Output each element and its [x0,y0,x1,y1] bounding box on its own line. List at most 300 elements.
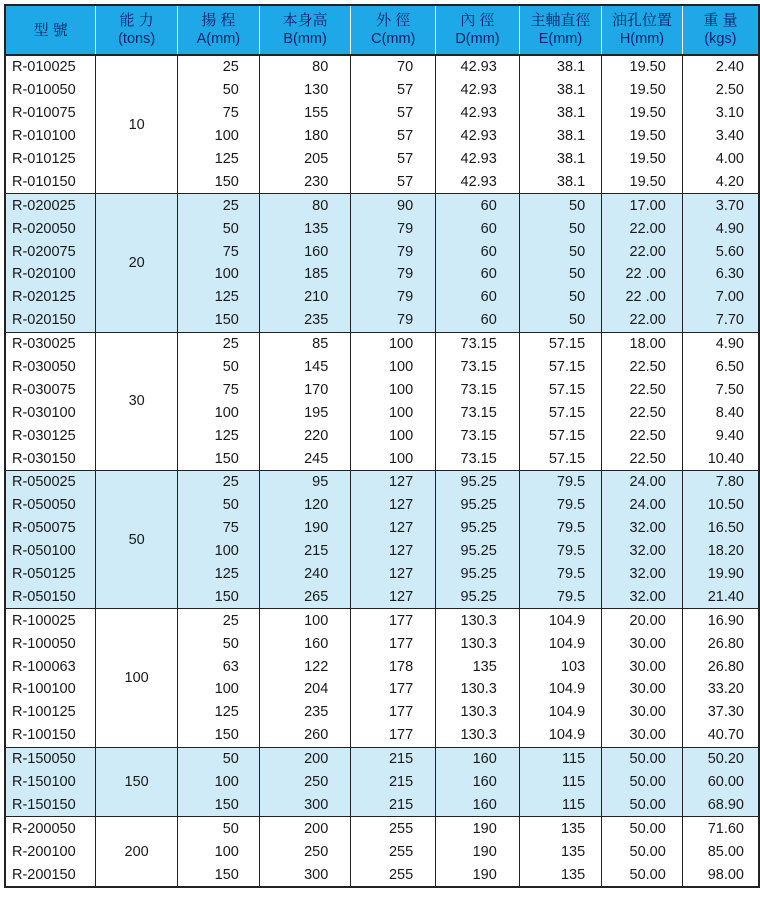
cell-model: R-010025 [5,55,96,79]
cell-shaft-diameter: 135 [519,840,601,863]
cell-stroke: 25 [177,194,259,217]
cell-weight: 71.60 [682,817,759,840]
cell-shaft-diameter: 79.5 [519,517,601,540]
cell-oil-hole-position: 22.50 [602,401,683,424]
cell-weight: 5.60 [682,240,759,263]
cell-outer-diameter: 127 [351,494,436,517]
cell-oil-hole-position: 22.00 [602,240,683,263]
cell-body-height: 245 [259,447,350,470]
cell-inner-diameter: 190 [436,817,520,840]
header-shaft-diameter-label: 主軸直徑 [530,12,591,29]
cell-model: R-100025 [5,609,96,632]
cell-stroke: 50 [177,356,259,379]
table-row [5,471,759,494]
cell-inner-diameter: 60 [436,194,520,217]
cell-capacity: 200 [96,817,178,887]
header-row [5,5,759,55]
cell-oil-hole-position: 19.50 [602,170,683,193]
cell-shaft-diameter: 79.5 [519,471,601,494]
cell-outer-diameter: 177 [351,701,436,724]
cell-inner-diameter: 60 [436,240,520,263]
cell-inner-diameter: 130.3 [436,632,520,655]
cell-model: R-020075 [5,240,96,263]
cell-body-height: 185 [259,263,350,286]
cell-oil-hole-position: 22.00 [602,309,683,332]
cell-outer-diameter: 177 [351,724,436,747]
header-weight-label: 重 量 [703,12,738,29]
cell-shaft-diameter: 79.5 [519,540,601,563]
cell-stroke: 100 [177,678,259,701]
header-body-height-label: 本身高 [282,12,328,29]
cell-oil-hole-position: 32.00 [602,517,683,540]
cell-outer-diameter: 90 [351,194,436,217]
cell-stroke: 150 [177,724,259,747]
cell-inner-diameter: 73.15 [436,447,520,470]
table-row [5,55,759,79]
cell-body-height: 80 [259,55,350,79]
cell-body-height: 122 [259,655,350,678]
cell-weight: 85.00 [707,843,744,860]
cell-body-height: 160 [259,632,350,655]
cell-outer-diameter: 57 [351,102,436,125]
cell-outer-diameter: 70 [351,55,436,79]
cell-outer-diameter: 177 [351,678,436,701]
cell-oil-hole-position: 30.00 [602,701,683,724]
cell-oil-hole-position: 22.50 [602,424,683,447]
cell-shaft-diameter: 115 [519,747,601,770]
cell-body-height: 220 [259,424,350,447]
cell-stroke: 125 [177,424,259,447]
cell-inner-diameter: 95.25 [436,540,520,563]
header-inner-diameter [436,5,520,55]
cell-model: R-020100 [5,263,96,286]
cell-shaft-diameter: 50 [519,309,601,332]
cell-stroke: 100 [177,263,259,286]
cell-outer-diameter: 215 [351,747,436,770]
cell-outer-diameter: 79 [351,286,436,309]
cell-model: R-150100 [5,771,96,794]
cell-weight: 37.30 [707,704,744,721]
cell-model: R-150150 [5,794,96,817]
cell-inner-diameter: 73.15 [436,424,520,447]
cell-shaft-diameter: 79.5 [519,563,601,586]
cell-stroke: 100 [177,125,259,148]
cell-shaft-diameter: 38.1 [519,79,601,102]
cell-model: R-100100 [5,678,96,701]
cell-stroke: 100 [177,840,259,863]
cell-weight: 8.40 [715,404,744,421]
header-model-label: 型 號 [33,21,68,39]
table-header [5,5,759,55]
cell-weight: 6.30 [682,263,759,286]
cell-stroke: 150 [177,863,259,887]
header-weight [682,5,759,55]
cell-body-height: 205 [259,148,350,171]
cell-model: R-020150 [5,309,96,332]
cell-model: R-010150 [5,170,96,193]
cell-inner-diameter: 190 [436,863,520,887]
cell-outer-diameter: 127 [351,585,436,608]
cell-stroke: 100 [177,401,259,424]
cell-outer-diameter: 100 [351,401,436,424]
cell-model: R-200150 [5,863,96,887]
cell-oil-hole-position: 19.50 [602,79,683,102]
cell-oil-hole-position: 22 .00 [602,263,683,286]
header-model [5,5,96,55]
cell-outer-diameter: 100 [351,424,436,447]
cell-weight: 33.20 [707,681,744,698]
cell-weight: 10.50 [682,494,759,517]
cell-capacity: 50 [96,471,178,609]
cell-capacity: 10 [96,55,178,194]
cell-weight: 60.00 [682,771,759,794]
cell-inner-diameter: 60 [436,263,520,286]
cell-oil-hole-position: 32.00 [602,585,683,608]
header-capacity [96,5,178,55]
cell-oil-hole-position: 19.50 [602,55,683,79]
cell-body-height: 155 [259,102,350,125]
cell-model: R-050100 [5,540,96,563]
cell-weight: 50.20 [682,747,759,770]
cell-model: R-200100 [5,840,96,863]
header-weight-unit: (kgs) [704,31,737,47]
cell-stroke: 75 [177,240,259,263]
cell-model: R-100050 [5,632,96,655]
header-outer-diameter [351,5,436,55]
cell-shaft-diameter: 57.15 [519,447,601,470]
cell-oil-hole-position: 24.00 [602,494,683,517]
table-row [5,817,759,840]
cell-weight: 7.80 [682,471,759,494]
cell-body-height: 135 [259,217,350,240]
cell-model: R-100125 [5,701,96,724]
cell-weight: 68.90 [682,794,759,817]
cell-body-height: 230 [259,170,350,193]
cell-outer-diameter: 79 [351,263,436,286]
cell-shaft-diameter: 104.9 [519,724,601,747]
cell-weight: 3.70 [682,194,759,217]
cell-weight: 4.90 [682,217,759,240]
header-body-height-unit: B(mm) [283,31,327,47]
cell-stroke: 25 [177,609,259,632]
cell-oil-hole-position: 50.00 [602,747,683,770]
cell-outer-diameter: 79 [351,217,436,240]
cell-inner-diameter: 73.15 [436,378,520,401]
cell-oil-hole-position: 32.00 [602,563,683,586]
cell-shaft-diameter: 38.1 [519,102,601,125]
cell-inner-diameter: 160 [436,771,520,794]
header-capacity-label: 能 力 [119,12,154,29]
cell-weight: 98.00 [707,866,744,883]
cell-stroke: 50 [177,79,259,102]
cell-model: R-030150 [5,447,96,470]
cell-outer-diameter: 127 [351,517,436,540]
cell-body-height: 130 [259,79,350,102]
cell-body-height: 100 [259,609,350,632]
cell-shaft-diameter: 38.1 [519,125,601,148]
cell-oil-hole-position: 18.00 [602,332,683,355]
cell-outer-diameter: 57 [351,148,436,171]
cell-shaft-diameter: 79.5 [519,494,601,517]
cell-weight: 9.40 [715,427,744,444]
cell-oil-hole-position: 22.50 [602,356,683,379]
cell-stroke: 50 [177,217,259,240]
cell-body-height: 300 [259,794,350,817]
cell-shaft-diameter: 38.1 [519,148,601,171]
cell-outer-diameter: 57 [351,79,436,102]
cell-model: R-100063 [5,655,96,678]
cell-inner-diameter: 42.93 [436,79,520,102]
header-capacity-unit: (tons) [118,31,156,47]
cell-body-height: 265 [259,585,350,608]
cell-oil-hole-position: 20.00 [602,609,683,632]
header-inner-diameter-label: 內 徑 [460,12,495,29]
cell-body-height: 190 [259,517,350,540]
cell-weight: 2.40 [715,59,744,76]
cell-stroke: 150 [177,309,259,332]
cell-stroke: 50 [177,494,259,517]
cell-body-height: 95 [259,471,350,494]
cell-model: R-050025 [5,471,96,494]
cell-shaft-diameter: 115 [519,794,601,817]
cell-oil-hole-position: 30.00 [602,678,683,701]
cell-body-height: 260 [259,724,350,747]
cell-model: R-030100 [5,401,96,424]
cell-weight: 19.90 [682,563,759,586]
cell-model: R-100150 [5,724,96,747]
cell-shaft-diameter: 104.9 [519,701,601,724]
cell-oil-hole-position: 50.00 [602,794,683,817]
header-body-height [259,5,350,55]
cell-capacity: 150 [96,747,178,817]
header-oil-hole-position-label: 油孔位置 [611,12,672,29]
cell-inner-diameter: 130.3 [436,724,520,747]
cell-model: R-030125 [5,424,96,447]
cell-oil-hole-position: 22.00 [602,217,683,240]
cell-body-height: 204 [259,678,350,701]
header-oil-hole-position [602,5,683,55]
cell-shaft-diameter: 104.9 [519,609,601,632]
cell-outer-diameter: 100 [351,447,436,470]
cell-body-height: 215 [259,540,350,563]
cell-weight: 6.50 [715,359,744,376]
header-outer-diameter-unit: C(mm) [371,31,416,47]
cell-inner-diameter: 73.15 [436,356,520,379]
cell-model: R-050050 [5,494,96,517]
cell-model: R-010075 [5,102,96,125]
cell-oil-hole-position: 50.00 [602,771,683,794]
cell-inner-diameter: 42.93 [436,170,520,193]
cell-inner-diameter: 160 [436,794,520,817]
cell-stroke: 25 [177,332,259,355]
cell-stroke: 150 [177,794,259,817]
cell-inner-diameter: 130.3 [436,609,520,632]
cell-stroke: 150 [177,170,259,193]
cell-stroke: 125 [177,148,259,171]
cell-outer-diameter: 177 [351,632,436,655]
cell-weight: 10.40 [707,450,744,467]
cell-weight: 7.00 [682,286,759,309]
header-outer-diameter-label: 外 徑 [376,12,411,29]
cell-model: R-030025 [5,332,96,355]
cell-stroke: 150 [177,585,259,608]
header-shaft-diameter-unit: E(mm) [538,31,583,47]
cell-oil-hole-position: 32.00 [602,540,683,563]
cell-inner-diameter: 135 [436,655,520,678]
cell-model: R-020025 [5,194,96,217]
header-stroke [177,5,259,55]
cell-oil-hole-position: 30.00 [602,724,683,747]
cell-stroke: 50 [177,747,259,770]
cell-stroke: 50 [177,632,259,655]
cell-body-height: 170 [259,378,350,401]
cell-shaft-diameter: 57.15 [519,424,601,447]
cell-outer-diameter: 255 [351,840,436,863]
cell-weight: 3.10 [715,105,744,122]
cell-shaft-diameter: 57.15 [519,356,601,379]
cell-stroke: 25 [177,55,259,79]
cell-inner-diameter: 95.25 [436,517,520,540]
cell-stroke: 150 [177,447,259,470]
cell-weight: 4.20 [715,173,744,190]
cell-outer-diameter: 127 [351,471,436,494]
cell-weight: 16.90 [682,609,759,632]
cell-stroke: 50 [177,817,259,840]
cell-body-height: 200 [259,747,350,770]
header-oil-hole-position-unit: H(mm) [619,31,665,47]
cell-stroke: 75 [177,378,259,401]
cell-body-height: 180 [259,125,350,148]
cell-outer-diameter: 79 [351,309,436,332]
cell-outer-diameter: 255 [351,817,436,840]
cell-body-height: 145 [259,356,350,379]
table-body [5,55,759,887]
cell-shaft-diameter: 103 [519,655,601,678]
cell-outer-diameter: 57 [351,170,436,193]
cell-oil-hole-position: 17.00 [602,194,683,217]
cylinder-spec-table [4,4,760,888]
cell-outer-diameter: 57 [351,125,436,148]
cell-oil-hole-position: 19.50 [602,102,683,125]
cell-stroke: 125 [177,701,259,724]
cell-weight: 26.80 [707,658,744,675]
cell-outer-diameter: 255 [351,863,436,887]
cell-model: R-030050 [5,356,96,379]
cell-capacity: 30 [96,332,178,470]
cell-shaft-diameter: 57.15 [519,332,601,355]
header-shaft-diameter [519,5,601,55]
cell-shaft-diameter: 50 [519,286,601,309]
cell-shaft-diameter: 79.5 [519,585,601,608]
cell-body-height: 195 [259,401,350,424]
cell-shaft-diameter: 57.15 [519,378,601,401]
cell-body-height: 235 [259,309,350,332]
cell-oil-hole-position: 50.00 [602,863,683,887]
cell-oil-hole-position: 22.50 [602,447,683,470]
cell-capacity: 100 [96,609,178,747]
cell-shaft-diameter: 38.1 [519,170,601,193]
cell-body-height: 235 [259,701,350,724]
cell-weight: 21.40 [682,585,759,608]
cell-shaft-diameter: 50 [519,217,601,240]
cell-inner-diameter: 95.25 [436,471,520,494]
cell-shaft-diameter: 104.9 [519,678,601,701]
cell-shaft-diameter: 104.9 [519,632,601,655]
cell-weight: 40.70 [707,727,744,744]
cell-inner-diameter: 42.93 [436,125,520,148]
header-inner-diameter-unit: D(mm) [455,31,500,47]
cell-stroke: 25 [177,471,259,494]
cell-oil-hole-position: 22 .00 [602,286,683,309]
cell-body-height: 80 [259,194,350,217]
cell-stroke: 100 [177,540,259,563]
cell-capacity: 20 [96,194,178,332]
cell-shaft-diameter: 50 [519,240,601,263]
cell-weight: 7.50 [715,381,744,398]
cell-inner-diameter: 42.93 [436,102,520,125]
cell-weight: 2.50 [715,82,744,99]
cell-outer-diameter: 100 [351,378,436,401]
cell-weight: 4.90 [682,332,759,355]
cell-body-height: 250 [259,771,350,794]
cell-body-height: 200 [259,817,350,840]
cell-weight: 4.00 [715,151,744,167]
cell-inner-diameter: 95.25 [436,585,520,608]
cell-oil-hole-position: 22.50 [602,378,683,401]
cell-model: R-050125 [5,563,96,586]
cell-model: R-050150 [5,585,96,608]
cell-stroke: 100 [177,771,259,794]
cell-oil-hole-position: 50.00 [602,840,683,863]
cell-model: R-010125 [5,148,96,171]
cell-outer-diameter: 79 [351,240,436,263]
table-row [5,332,759,355]
cell-oil-hole-position: 30.00 [602,632,683,655]
cell-body-height: 210 [259,286,350,309]
cell-inner-diameter: 95.25 [436,563,520,586]
cell-outer-diameter: 178 [351,655,436,678]
cell-outer-diameter: 215 [351,794,436,817]
cell-body-height: 240 [259,563,350,586]
cell-outer-diameter: 127 [351,540,436,563]
cell-oil-hole-position: 19.50 [602,125,683,148]
cell-shaft-diameter: 50 [519,194,601,217]
cell-weight: 3.40 [715,128,744,145]
cell-model: R-050075 [5,517,96,540]
header-stroke-label: 揚 程 [201,12,236,29]
cell-outer-diameter: 177 [351,609,436,632]
cell-inner-diameter: 60 [436,286,520,309]
cell-stroke: 125 [177,286,259,309]
cell-weight: 26.80 [707,635,744,652]
cell-model: R-020125 [5,286,96,309]
cell-model: R-200050 [5,817,96,840]
cell-outer-diameter: 100 [351,356,436,379]
cell-outer-diameter: 215 [351,771,436,794]
cell-inner-diameter: 42.93 [436,55,520,79]
cell-stroke: 63 [177,655,259,678]
cell-shaft-diameter: 115 [519,771,601,794]
cell-inner-diameter: 190 [436,840,520,863]
table-row [5,747,759,770]
cell-model: R-020050 [5,217,96,240]
table-row [5,609,759,632]
cell-body-height: 85 [259,332,350,355]
cell-outer-diameter: 100 [351,332,436,355]
cell-inner-diameter: 95.25 [436,494,520,517]
cell-weight: 16.50 [682,517,759,540]
cell-oil-hole-position: 24.00 [602,471,683,494]
